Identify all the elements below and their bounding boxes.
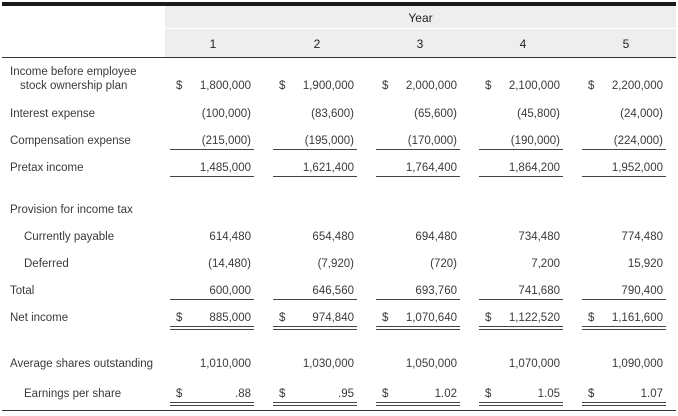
underline-rule — [479, 402, 563, 403]
cell-value: 885,000 — [209, 312, 251, 324]
cell-value: (83,600) — [311, 108, 354, 120]
underline-rule — [582, 176, 666, 177]
currency-symbol: $ — [279, 80, 286, 92]
underline-rule — [479, 299, 563, 300]
cell-value: 790,400 — [621, 285, 663, 297]
cell-value: 614,480 — [209, 231, 251, 243]
row-label: Total — [10, 285, 35, 297]
double-underline-rule — [273, 329, 357, 330]
cell-value: 1,161,600 — [611, 312, 663, 324]
currency-symbol: $ — [176, 80, 183, 92]
underline-rule — [273, 402, 357, 403]
column-header-year-3: 3 — [416, 37, 424, 51]
double-underline-rule — [582, 405, 666, 406]
cell-value: (24,000) — [620, 108, 663, 120]
cell-value: 1,122,520 — [508, 312, 560, 324]
underline-rule — [170, 326, 254, 327]
cell-value: 1,900,000 — [302, 80, 354, 92]
cell-value: 693,760 — [415, 285, 457, 297]
cell-value: 2,200,000 — [611, 80, 663, 92]
row-label: Currently payable — [24, 231, 115, 243]
underline-rule — [273, 176, 357, 177]
double-underline-rule — [273, 405, 357, 406]
underline-rule — [479, 149, 563, 150]
cell-value: 741,680 — [518, 285, 560, 297]
double-underline-rule — [376, 405, 460, 406]
cell-value: 1,800,000 — [199, 80, 251, 92]
cell-value: 2,100,000 — [508, 80, 560, 92]
cell-value: (224,000) — [613, 135, 663, 147]
cell-value: .95 — [338, 388, 354, 400]
cell-value: 1,030,000 — [302, 358, 354, 370]
row-label: Deferred — [24, 258, 69, 270]
column-header-year-1: 1 — [209, 37, 217, 51]
underline-rule — [582, 299, 666, 300]
underline-rule — [376, 176, 460, 177]
cell-value: 1.05 — [537, 388, 560, 400]
cell-value: 1,764,400 — [405, 162, 457, 174]
underline-rule — [582, 326, 666, 327]
row-label: stock ownership plan — [20, 80, 128, 92]
currency-symbol: $ — [588, 388, 595, 400]
double-underline-rule — [170, 405, 254, 406]
cell-value: 646,560 — [312, 285, 354, 297]
currency-symbol: $ — [485, 388, 492, 400]
underline-rule — [582, 149, 666, 150]
double-underline-rule — [376, 329, 460, 330]
row-label: Pretax income — [10, 162, 84, 174]
cell-value: 2,000,000 — [405, 80, 457, 92]
underline-rule — [376, 326, 460, 327]
cell-value: 7,200 — [531, 258, 560, 270]
column-header-year-2: 2 — [313, 37, 321, 51]
currency-symbol: $ — [176, 388, 183, 400]
cell-value: 1,952,000 — [611, 162, 663, 174]
column-header-year-4: 4 — [519, 37, 527, 51]
currency-symbol: $ — [485, 312, 492, 324]
underline-rule — [273, 149, 357, 150]
cell-value: 1,485,000 — [199, 162, 251, 174]
underline-rule — [376, 149, 460, 150]
underline-rule — [479, 326, 563, 327]
underline-rule — [582, 402, 666, 403]
currency-symbol: $ — [382, 388, 389, 400]
cell-value: 600,000 — [209, 285, 251, 297]
underline-rule — [273, 326, 357, 327]
cell-value: (100,000) — [201, 108, 251, 120]
cell-value: 1.07 — [640, 388, 663, 400]
row-label: Provision for income tax — [10, 204, 133, 216]
currency-symbol: $ — [279, 312, 286, 324]
underline-rule — [170, 176, 254, 177]
cell-value: .88 — [235, 388, 251, 400]
double-underline-rule — [479, 405, 563, 406]
underline-rule — [479, 176, 563, 177]
currency-symbol: $ — [485, 80, 492, 92]
cell-value: (14,480) — [208, 258, 251, 270]
year-header: Year — [408, 11, 433, 25]
currency-symbol: $ — [279, 388, 286, 400]
cell-value: 15,920 — [627, 258, 663, 270]
table-bottom-rule — [2, 410, 676, 411]
cell-value: 774,480 — [621, 231, 663, 243]
cell-value: (190,000) — [510, 135, 560, 147]
double-underline-rule — [582, 329, 666, 330]
currency-symbol: $ — [176, 312, 183, 324]
double-underline-rule — [479, 329, 563, 330]
cell-value: (195,000) — [304, 135, 354, 147]
double-underline-rule — [170, 329, 254, 330]
underline-rule — [170, 299, 254, 300]
header-rule — [2, 57, 676, 58]
currency-symbol: $ — [588, 312, 595, 324]
underline-rule — [170, 402, 254, 403]
row-label: Compensation expense — [10, 135, 131, 147]
row-label: Income before employee — [10, 66, 137, 78]
cell-value: (215,000) — [201, 135, 251, 147]
cell-value: (170,000) — [407, 135, 457, 147]
row-label: Average shares outstanding — [10, 358, 153, 370]
currency-symbol: $ — [382, 312, 389, 324]
cell-value: (720) — [430, 258, 457, 270]
currency-symbol: $ — [382, 80, 389, 92]
underline-rule — [273, 299, 357, 300]
cell-value: 1,090,000 — [611, 358, 663, 370]
underline-rule — [376, 299, 460, 300]
cell-value: 1.02 — [434, 388, 457, 400]
column-header-year-5: 5 — [622, 37, 630, 51]
cell-value: 694,480 — [415, 231, 457, 243]
cell-value: 1,010,000 — [199, 358, 251, 370]
row-label: Earnings per share — [24, 388, 122, 400]
cell-value: 734,480 — [518, 231, 560, 243]
cell-value: 654,480 — [312, 231, 354, 243]
row-label: Net income — [10, 312, 69, 324]
underline-rule — [170, 149, 254, 150]
cell-value: 1,070,640 — [405, 312, 457, 324]
cell-value: 974,840 — [312, 312, 354, 324]
cell-value: 1,050,000 — [405, 358, 457, 370]
cell-value: (45,800) — [517, 108, 560, 120]
cell-value: 1,864,200 — [508, 162, 560, 174]
currency-symbol: $ — [588, 80, 595, 92]
cell-value: (7,920) — [317, 258, 354, 270]
cell-value: 1,621,400 — [302, 162, 354, 174]
cell-value: 1,070,000 — [508, 358, 560, 370]
underline-rule — [376, 402, 460, 403]
cell-value: (65,600) — [414, 108, 457, 120]
row-label: Interest expense — [10, 108, 96, 120]
